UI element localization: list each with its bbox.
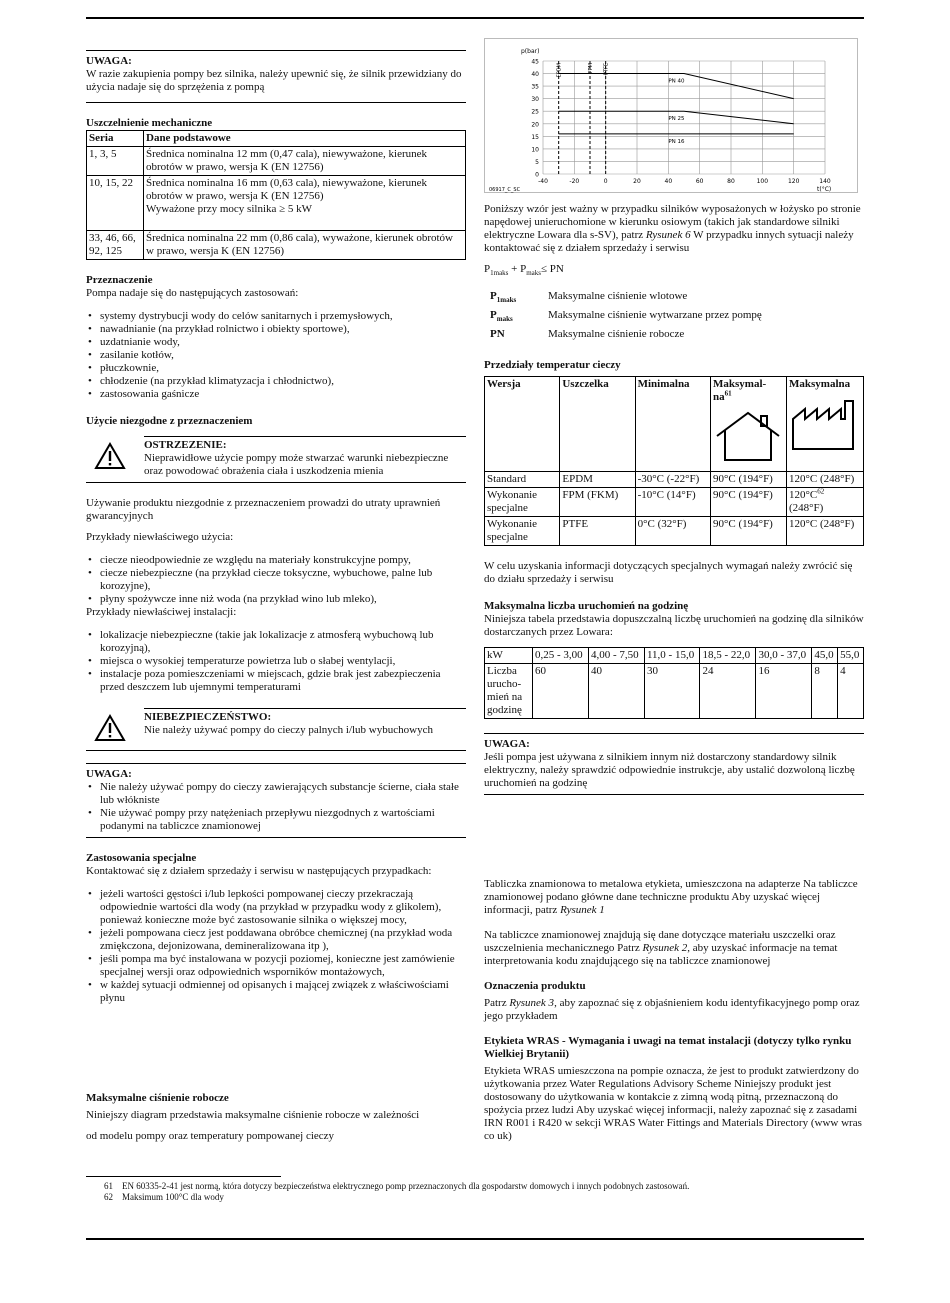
formula-intro (484, 203, 864, 255)
note-text: W razie zakupienia pompy bez silnika, należy upewnić się, że silnik przewidziany do użycia nadaje się do sprzężenia z pompą (86, 68, 462, 93)
table-cell: 60 (533, 664, 589, 719)
material-label: FPM (588, 63, 594, 74)
table-row (485, 648, 864, 664)
table-cell: Wykonanie specjalne (485, 488, 560, 517)
figure-ref: Rysunek 6 (645, 229, 691, 241)
product-text (484, 997, 864, 1023)
formula-p: P (484, 263, 491, 275)
plate-text: Tabliczka znamionowa to metalowa etykieta, umieszczona na adapterze Na tabliczce znamionowej podano główne dane techniczne produktu Aby uzyskać więcej informacji, patrz (484, 878, 858, 916)
series-label: PN 25 (668, 116, 685, 123)
temp-header: Wersja (485, 377, 560, 472)
note-list (86, 781, 466, 833)
y-tick-label: 5 (535, 158, 539, 166)
table-cell: 120°C (248°F) (787, 517, 864, 546)
table-cell: 45,0 (812, 648, 838, 664)
plate-text: Na tabliczce znamionowej znajdują się dane dotyczące materiału uszczelki oraz uszczelnienia mechanicznego Patrz (484, 929, 836, 954)
starts-intro: Niniejsza tabela przedstawia dopuszczalną liczbę uruchomień na godzinę dla silników dostarczanych przez Lowara: (484, 613, 864, 638)
table-cell: 4 (838, 664, 864, 719)
footnote (86, 1192, 864, 1203)
pressure-chart (484, 38, 858, 193)
footnote-text: EN 60335-2-41 jest normą, która dotyczy bezpieczeństwa elektrycznego pomp przeznaczonych dla gospodarstw domowych i innych podobnych zastosowań. (122, 1181, 690, 1191)
y-tick-label: 0 (535, 171, 539, 179)
seal-dane-extra: Wyważone przy mocy silnika ≥ 5 kW (146, 203, 313, 215)
divider (86, 763, 466, 764)
seal-table (86, 130, 466, 260)
list-item: • miejsca o wysokiej temperaturze powietrza lub o słabej wentylacji, (86, 655, 466, 668)
formula-rest: ≤ PN (541, 263, 564, 275)
misuse-title: Użycie niezgodne z przeznaczeniem (86, 415, 253, 427)
table-row (485, 472, 864, 488)
x-tick-label: -20 (569, 178, 580, 185)
figure-ref: Rysunek 3 (509, 997, 555, 1009)
warning-triangle-icon (86, 708, 134, 742)
table-cell: kW (485, 648, 533, 664)
temp-header-cell (787, 377, 864, 472)
table-row (485, 488, 864, 517)
formula-intro-text: Poniższy wzór jest ważny w przypadku silników wyposażonych w łożysko po stronie napędowej unieruchomione w kierunku osiowym (takich jak standardowe silniki elektryczne Lowara dla s-SV), patrz (484, 203, 861, 241)
table-cell: PTFE (560, 517, 635, 546)
factory-icon (789, 399, 861, 455)
left-column (86, 50, 466, 1142)
seal-seria: 10, 15, 22 (87, 176, 144, 231)
list-item: • jeśli pompa ma być instalowana w pozycji poziomej, konieczne jest zamówienie specjalnej wersji oraz odpowiednich wsporników montażowych, (86, 953, 466, 979)
footnote-number: 61 (104, 1181, 113, 1191)
temp-table (484, 376, 864, 546)
list-item: • instalacje poza pomieszczeniami w miejscach, gdzie brak jest zabezpieczenia przed deszczem lub ujemnymi temperaturami (86, 668, 466, 694)
house-icon (713, 410, 784, 466)
warning-box (86, 436, 466, 483)
list-item: • chłodzenie (na przykład klimatyzacja i chłodnictwo), (86, 375, 466, 388)
misuse-p1: Używanie produktu niezgodnie z przeznaczeniem prowadzi do utraty uprawnień gwarancyjnych (86, 497, 441, 522)
top-rule (86, 17, 864, 19)
special-intro: Kontaktować się z działem sprzedaży i serwisu w następujących przypadkach: (86, 865, 432, 877)
table-cell: 90°C (194°F) (711, 517, 787, 546)
symbol-definitions (484, 286, 764, 345)
symbol-sub: maks (496, 315, 513, 324)
y-tick-label: 15 (531, 133, 539, 141)
table-row (87, 176, 466, 231)
seal-title: Uszczelnienie mechaniczne (86, 117, 213, 129)
cell-value: 120°C (789, 489, 818, 501)
note-title: UWAGA: (86, 768, 132, 780)
table-row (486, 326, 762, 343)
list-item: • ciecze nieodpowiednie ze względu na materiały konstrukcyjne pompy, (86, 554, 466, 567)
table-cell: 16 (756, 664, 812, 719)
product-title: Oznaczenia produktu (484, 980, 586, 992)
divider (484, 794, 864, 795)
table-cell: Wykonanie specjalne (485, 517, 560, 546)
seal-seria: 33, 46, 66, 92, 125 (87, 231, 144, 260)
purpose-list (86, 310, 466, 401)
list-item: • płuczkownie, (86, 362, 466, 375)
table-cell: Standard (485, 472, 560, 488)
table-cell: 40 (588, 664, 644, 719)
footnote (86, 1181, 864, 1192)
figure-ref: Rysunek 1 (560, 904, 605, 916)
seal-header-seria: Seria (87, 131, 144, 147)
temp-header: Maksymalna (789, 378, 851, 390)
table-cell: 30,0 - 37,0 (756, 648, 812, 664)
x-tick-label: 80 (727, 178, 735, 185)
x-tick-label: -40 (538, 178, 548, 185)
material-label: PTFE (603, 62, 610, 76)
purpose-intro: Pompa nadaje się do następujących zastosowań: (86, 287, 299, 299)
temp-note: W celu uzyskania informacji dotyczących specjalnych wymagań należy zwrócić się do działu sprzedaży i serwisu (484, 560, 853, 585)
formula-intro-text2: W przypadku innych sytuacji należy kontaktować się z działem sprzedaży i serwisu (484, 229, 854, 254)
y-tick-label: 30 (531, 96, 539, 104)
cell-value: (248°F) (789, 502, 824, 514)
list-item: • systemy dystrybucji wody do celów sanitarnych i przemysłowych, (86, 310, 466, 323)
figure-ref: Rysunek 2 (642, 942, 688, 954)
y-tick-label: 20 (531, 121, 539, 129)
pressure-chart-svg (485, 39, 859, 194)
table-row (486, 288, 762, 305)
x-tick-label: 0 (603, 178, 608, 185)
y-tick-label: 40 (531, 71, 539, 79)
list-item: • płyny spożywcze inne niż woda (na przykład wino lub mleko), (86, 593, 466, 606)
x-tick-label: 100 (756, 178, 769, 185)
warning-triangle-icon (86, 436, 134, 478)
symbol-desc: Maksymalne ciśnienie robocze (548, 328, 685, 340)
product-text-part: Patrz (484, 997, 510, 1009)
formula-plus: + P (508, 263, 527, 275)
wras-text: Etykieta WRAS umieszczona na pompie oznacza, że jest to produkt zatwierdzony do użytkowania przez Water Regulations Advisory Scheme Niniejszy produkt jest dostosowany do użytkowania w kontakcie z zimną wodą pitną, przeznaczoną do spożycia przez ludzi Aby uzyskać więcej informacji, należy zapoznać się z zasadami IRN R001 i R420 w sekcji WRAS Water Fittings and Materials Directory (www wras co uk) (484, 1065, 862, 1142)
plate-p2 (484, 929, 864, 968)
y-tick-label: 45 (531, 58, 539, 66)
list-item: • Nie należy używać pompy do cieczy zawierających substancje ścierne, ciała stałe lub włókniste (86, 781, 466, 807)
symbol (486, 288, 546, 305)
starts-title: Maksymalna liczba uruchomień na godzinę (484, 600, 689, 612)
temp-header: Uszczelka (560, 377, 635, 472)
x-tick-label: 140 (819, 178, 831, 185)
table-cell: -30°C (-22°F) (635, 472, 710, 488)
symbol-desc: Maksymalne ciśnienie wlotowe (548, 290, 688, 302)
material-label: EPDM (556, 63, 563, 78)
install-list (86, 629, 466, 694)
footnote-ref: 62 (817, 487, 825, 496)
seal-header-dane: Dane podstawowe (144, 131, 466, 147)
danger-title: NIEBEZPIECZEŃSTWO: (144, 711, 272, 723)
divider (86, 50, 466, 51)
footnote-text: Maksimum 100°C dla wody (122, 1192, 224, 1202)
note-text: Jeśli pompa jest używana z silnikiem innym niż dostarczony standardowy silnik elektryczny, należy sprawdzić odpowiednie instrukcje, aby ustalić dozwoloną liczbę uruchomień na godzinę (484, 751, 855, 789)
product-text-part: , aby zapoznać się z objaśnieniem kodu identyfikacyjnego pomp oraz jego przykładem (484, 997, 860, 1022)
symbol-text: P (490, 309, 497, 321)
y-axis-label: p(bar) (521, 48, 540, 55)
x-tick-label: 20 (633, 178, 641, 185)
divider (484, 733, 864, 734)
figure-code: 06917_C_SC (489, 187, 521, 193)
formula-sub: maks (526, 269, 542, 278)
table-row (87, 147, 466, 176)
note-title: UWAGA: (484, 738, 530, 750)
formula (484, 263, 864, 276)
list-item: • lokalizacje niebezpieczne (takie jak lokalizacje z atmosferą wybuchową lub korozyjną), (86, 629, 466, 655)
list-item: • ciecze niebezpieczne (na przykład ciecze toksyczne, wybuchowe, palne lub korozyjne), (86, 567, 466, 593)
wras-title: Etykieta WRAS - Wymagania i uwagi na temat instalacji (dotyczy tylko rynku Wielkiej Brytanii) (484, 1035, 852, 1060)
table-row (486, 307, 762, 324)
purpose-title: Przeznaczenie (86, 274, 153, 286)
table-cell: 90°C (194°F) (711, 488, 787, 517)
x-tick-label: 120 (787, 178, 800, 185)
temp-header: Minimalna (635, 377, 710, 472)
bottom-rule (86, 1238, 864, 1240)
table-cell: FPM (FKM) (560, 488, 635, 517)
temp-header: Maksymal-na (713, 378, 767, 403)
x-tick-label: 40 (664, 178, 673, 185)
list-item: • jeżeli wartości gęstości i/lub lepkości pompowanej cieczy przekraczają odpowiednie wartości dla wody (na przykład w przypadku wody z glikolem), ponieważ konieczne może być zastosowanie silnika o większej mocy, (86, 888, 466, 927)
table-cell: 4,00 - 7,50 (588, 648, 644, 664)
note-title: UWAGA: (86, 55, 132, 67)
danger-text: Nie należy używać pompy do cieczy palnych i/lub wybuchowych (144, 724, 433, 736)
misuse-p2: Przykłady niewłaściwego użycia: (86, 531, 234, 543)
y-tick-label: 10 (531, 146, 539, 154)
formula-sub: 1maks (490, 269, 509, 278)
footnotes (86, 1176, 864, 1203)
misuse-list (86, 554, 466, 606)
temp-header-cell (711, 377, 787, 472)
table-cell: EPDM (560, 472, 635, 488)
seal-dane: Średnica nominalna 12 mm (0,47 cala), niewyważone, kierunek obrotów w prawo, wersja K (EN 12756) (144, 147, 466, 176)
symbol (486, 307, 546, 324)
seal-dane: Średnica nominalna 22 mm (0,86 cala), wyważone, kierunek obrotów w prawo, wersja K (EN 12756) (144, 231, 466, 260)
table-cell: 90°C (194°F) (711, 472, 787, 488)
symbol-sub: 1maks (496, 296, 517, 305)
symbol-text: PN (490, 328, 505, 340)
list-item: • zastosowania gaśnicze (86, 388, 466, 401)
right-column (484, 38, 864, 1142)
table-cell: 11,0 - 15,0 (644, 648, 700, 664)
footnote-ref: 61 (724, 389, 732, 398)
symbol-desc: Maksymalne ciśnienie wytwarzane przez pompę (548, 309, 762, 321)
table-cell: -10°C (14°F) (635, 488, 710, 517)
maxpress-p2: od modelu pompy oraz temperatury pompowanej cieczy (86, 1130, 335, 1142)
y-tick-label: 25 (531, 108, 539, 116)
list-item: • w każdej sytuacji odmiennej od opisanych i mającej związek z właściwościami płynu (86, 979, 466, 1005)
danger-box (86, 708, 466, 751)
table-row (485, 517, 864, 546)
table-cell (787, 488, 864, 517)
seal-dane-cell (144, 176, 466, 231)
list-item: • zasilanie kotłów, (86, 349, 466, 362)
footnote-number: 62 (104, 1192, 113, 1202)
maxpress-p1: Niniejszy diagram przedstawia maksymalne ciśnienie robocze w zależności (86, 1109, 420, 1121)
list-item: • Nie używać pompy przy natężeniach przepływu niezgodnych z wartościami podanymi na tabliczce znamionowej (86, 807, 466, 833)
special-title: Zastosowania specjalne (86, 852, 197, 864)
table-cell: 120°C (248°F) (787, 472, 864, 488)
temp-title: Przedziały temperatur cieczy (484, 359, 621, 371)
divider (86, 837, 466, 838)
warning-title: OSTRZEZENIE: (144, 439, 227, 451)
table-row (87, 231, 466, 260)
plate-text: , aby uzyskać informacje na temat interpretowania kodu znajdującego się na tabliczce znamionowej (484, 942, 838, 967)
special-list (86, 888, 466, 1005)
table-cell: 30 (644, 664, 700, 719)
list-item: • nawadnianie (na przykład rolnictwo i obiekty sportowe), (86, 323, 466, 336)
x-tick-label: 60 (695, 178, 704, 185)
symbol (486, 326, 546, 343)
table-cell: 55,0 (838, 648, 864, 664)
symbol-text: P (490, 290, 497, 302)
table-cell: Liczba urucho-mień na godzinę (485, 664, 533, 719)
warning-text: Nieprawidłowe użycie pompy może stwarzać warunki niebezpieczne oraz powodować obrażenia ciała i uszkodzenia mienia (144, 452, 449, 477)
seal-dane: Średnica nominalna 16 mm (0,63 cala), niewyważone, kierunek obrotów w prawo, wersja K (EN 12756) (146, 177, 428, 202)
series-label: PN 40 (668, 78, 685, 85)
plate-p1 (484, 878, 864, 917)
list-item: • jeżeli pompowana ciecz jest poddawana obróbce chemicznej (na przykład woda zmiękczona, dejonizowana, demineralizowana itp ), (86, 927, 466, 953)
misuse-p3: Przykłady niewłaściwej instalacji: (86, 606, 237, 618)
table-cell: 24 (700, 664, 756, 719)
seal-seria: 1, 3, 5 (87, 147, 144, 176)
table-row (485, 664, 864, 719)
y-tick-label: 35 (531, 83, 539, 91)
table-cell: 18,5 - 22,0 (700, 648, 756, 664)
starts-table (484, 647, 864, 719)
x-axis-label: t(°C) (817, 186, 832, 193)
footnote-rule (86, 1176, 281, 1177)
maxpress-title: Maksymalne ciśnienie robocze (86, 1092, 229, 1104)
divider (86, 102, 466, 103)
list-item: • uzdatnianie wody, (86, 336, 466, 349)
series-label: PN 16 (668, 138, 685, 145)
table-cell: 0°C (32°F) (635, 517, 710, 546)
table-cell: 8 (812, 664, 838, 719)
table-cell: 0,25 - 3,00 (533, 648, 589, 664)
